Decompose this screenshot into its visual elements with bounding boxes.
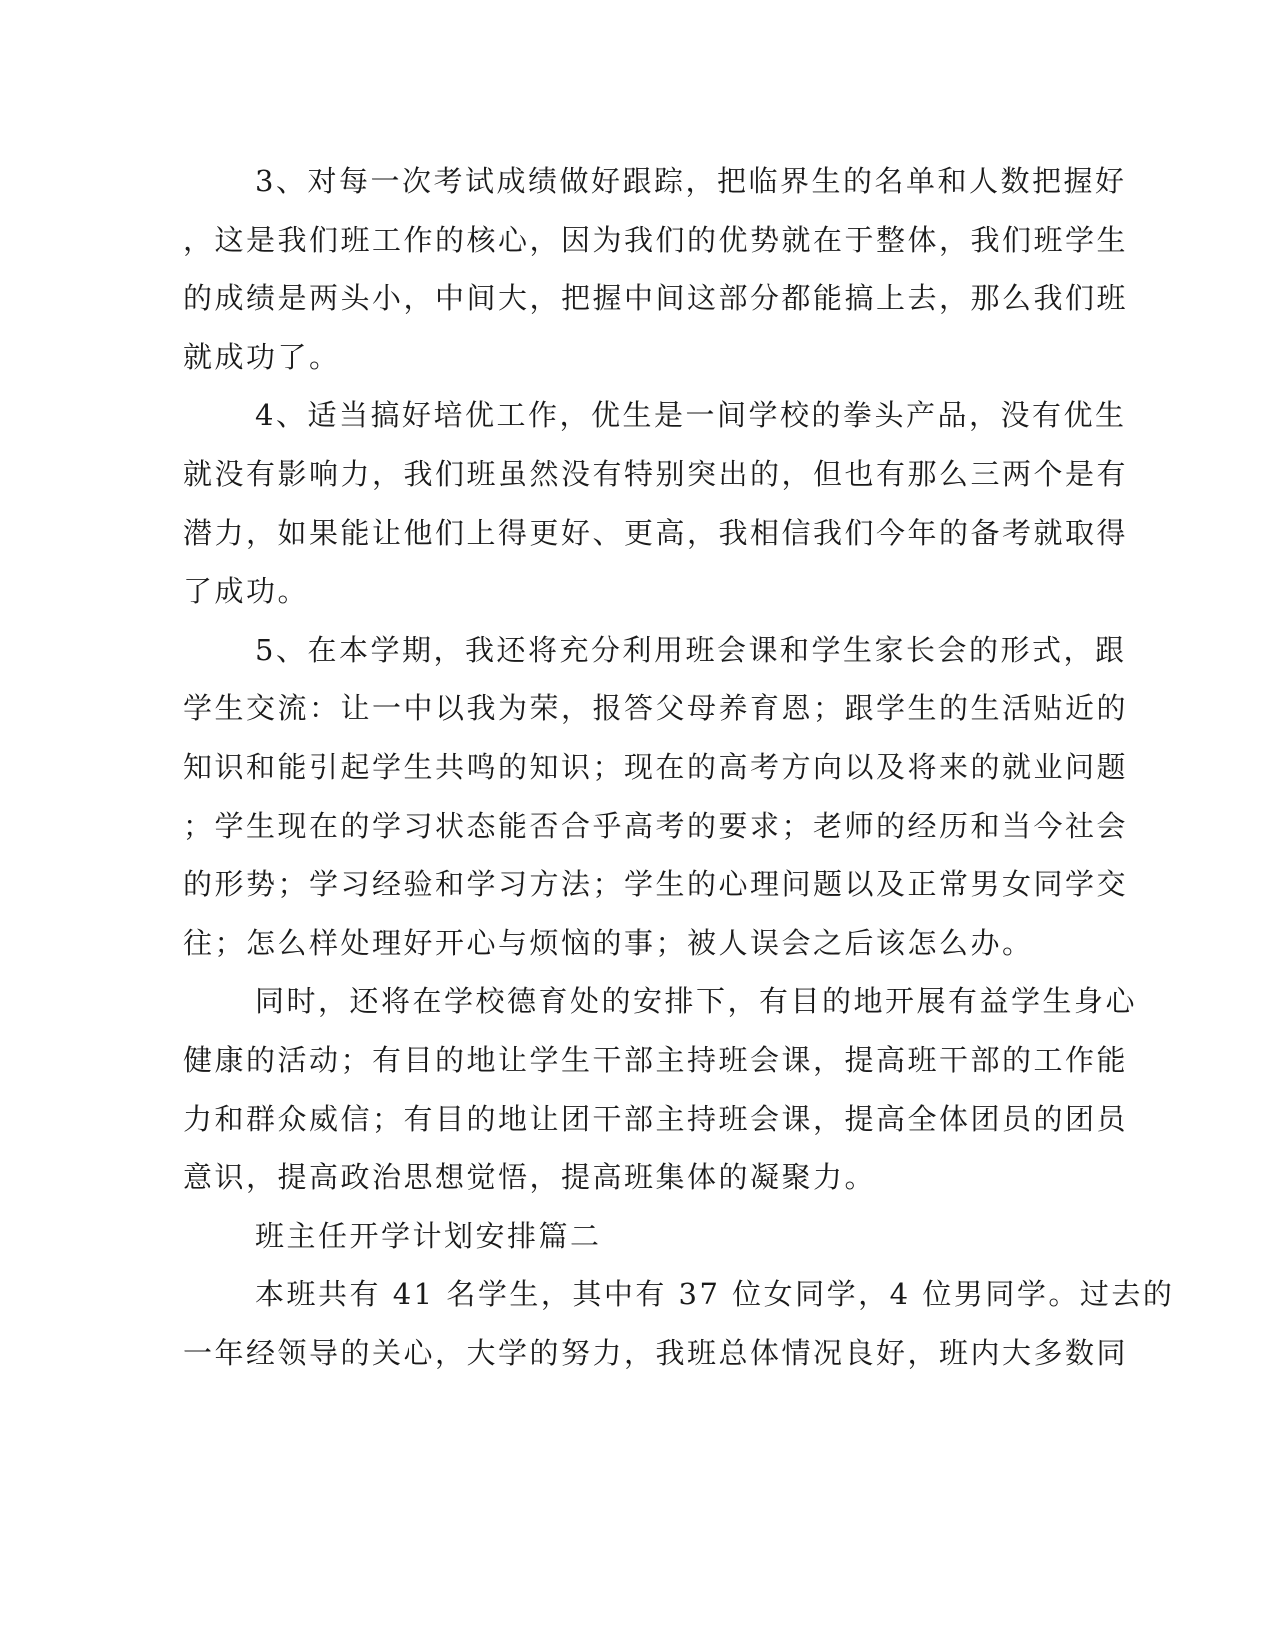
paragraph-3-line-4: 就成功了。: [183, 339, 341, 374]
paragraph-tongshi-line-1: 同时，还将在学校德育处的安排下，有目的地开展有益学生身心: [255, 984, 1138, 1019]
paragraph-4-line-2: 就没有影响力，我们班虽然没有特别突出的，但也有那么三两个是有: [183, 456, 1129, 491]
paragraph-3-line-3: 的成绩是两头小，中间大，把握中间这部分都能搞上去，那么我们班: [183, 281, 1129, 316]
section-heading: 班主任开学计划安排篇二: [255, 1218, 602, 1253]
paragraph-5-line-1: 5、在本学期，我还将充分利用班会课和学生家长会的形式，跟: [255, 632, 1127, 667]
paragraph-4-line-3: 潜力，如果能让他们上得更好、更高，我相信我们今年的备考就取得: [183, 515, 1129, 550]
paragraph-3-line-1: 3、对每一次考试成绩做好跟踪，把临界生的名单和人数把握好: [255, 164, 1127, 198]
paragraph-5-line-4: ；学生现在的学习状态能否合乎高考的要求；老师的经历和当今社会: [183, 808, 1129, 843]
paragraph-5-line-5: 的形势；学习经验和学习方法；学生的心理问题以及正常男女同学交: [183, 867, 1129, 902]
paragraph-tongshi-line-4: 意识，提高政治思想觉悟，提高班集体的凝聚力。: [183, 1160, 877, 1195]
paragraph-5-line-2: 学生交流：让一中以我为荣，报答父母养育恩；跟学生的生活贴近的: [183, 691, 1129, 726]
paragraph-class-line-2: 一年经领导的关心，大学的努力，我班总体情况良好，班内大多数同: [183, 1335, 1129, 1370]
paragraph-4-line-1: 4、适当搞好培优工作，优生是一间学校的拳头产品，没有优生: [255, 398, 1127, 433]
document-body: [183, 152, 1175, 1382]
paragraph-tongshi-line-3: 力和群众威信；有目的地让团干部主持班会课，提高全体团员的团员: [183, 1101, 1129, 1136]
paragraph-tongshi-line-2: 健康的活动；有目的地让学生干部主持班会课，提高班干部的工作能: [183, 1042, 1129, 1077]
paragraph-4-line-4: 了成功。: [183, 574, 310, 609]
paragraph-5-line-3: 知识和能引起学生共鸣的知识；现在的高考方向以及将来的就业问题: [183, 749, 1129, 784]
paragraph-5-line-6: 往；怎么样处理好开心与烦恼的事；被人误会之后该怎么办。: [183, 925, 1034, 960]
paragraph-3-line-2: ，这是我们班工作的核心，因为我们的优势就在于整体，我们班学生: [183, 222, 1129, 257]
paragraph-class-line-1: 本班共有 41 名学生，其中有 37 位女同学，4 位男同学。过去的: [255, 1277, 1175, 1312]
